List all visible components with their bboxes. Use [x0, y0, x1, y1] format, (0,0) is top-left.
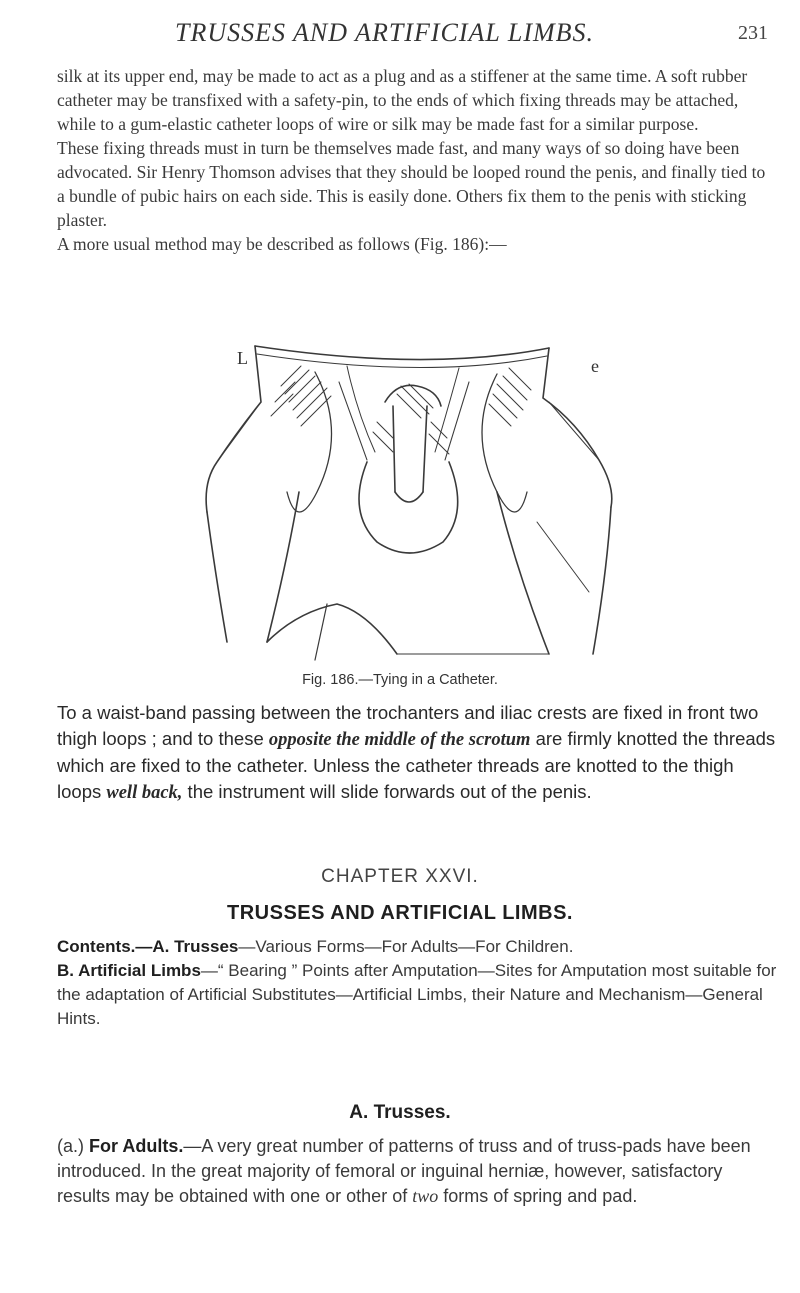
- figure-label-left: L: [237, 348, 248, 368]
- catheter-tying-drawing: [197, 342, 637, 664]
- contents-a-label: —A. Trusses: [135, 937, 239, 956]
- paragraph-after-figure: [57, 700, 777, 806]
- paragraph-4-emphasis-2: well back,: [106, 783, 183, 803]
- paragraph-1: silk at its upper end, may be made to act as a plug and as a stiffener at the same time. A soft rubber catheter may be transfixed with a safety-pin, to the ends of which fixing threads may be attached, while to a gum-elastic catheter loops of wire or silk may be made fast for a similar purpose.: [57, 66, 748, 134]
- contents-label: Contents.: [57, 937, 136, 956]
- section-body: [57, 1134, 777, 1209]
- paragraph-3: A more usual method may be described as follows (Fig. 186):—: [57, 234, 507, 254]
- figure-186-illustration: [197, 342, 637, 664]
- section-lead: For Adults.: [89, 1136, 184, 1156]
- section-emphasis: two: [412, 1186, 439, 1206]
- chapter-contents: [57, 935, 777, 1031]
- section-text-2: forms of spring and pad.: [438, 1186, 638, 1206]
- page-number: 231: [738, 22, 768, 44]
- figure-caption: Fig. 186.—Tying in a Catheter.: [302, 672, 498, 688]
- paragraph-4-part-3: the instrument will slide forwards out of the penis.: [182, 781, 592, 802]
- running-title: TRUSSES AND ARTIFICIAL LIMBS.: [175, 18, 595, 47]
- contents-b-label: B. Artificial Limbs: [57, 961, 201, 980]
- contents-b-text: —“ Bearing ” Points after Amputation—Sites for Amputation most suitable for the adaptation of Artificial Substitutes—Artificial Limbs, their Nature and Mechanism—General Hints.: [57, 961, 777, 1028]
- contents-a-text: —Various Forms—For Adults—For Children.: [238, 937, 574, 956]
- section-marker: (a.): [57, 1136, 84, 1156]
- paragraph-4-part-2: are firmly knotted the threads which are fixed to the catheter. Unless the catheter threads are knotted to the thigh loops: [57, 728, 776, 802]
- section-text-1: —A very great number of patterns of truss and of truss-pads have been introduced. In the great majority of femoral or inguinal herniæ, however, satisfactory results may be obtained with one or other of: [57, 1136, 751, 1206]
- paragraph-4-emphasis-1: opposite the middle of the scrotum: [268, 730, 531, 750]
- paragraph-4-part-1: To a waist-band passing between the trochanters and iliac crests are fixed in front two thigh loops ; and to these: [57, 702, 759, 749]
- chapter-number: CHAPTER XXVI.: [321, 866, 479, 887]
- paragraph-2: These fixing threads must in turn be themselves made fast, and many ways of so doing have been advocated. Sir Henry Thomson advises that they should be looped round the penis, and finally tied to a bundle of pubic hairs on each side. This is easily done. Others fix them to the penis with sticking plaster.: [57, 138, 766, 230]
- figure-label-right: e: [591, 356, 599, 376]
- section-heading: A. Trusses.: [349, 1102, 451, 1123]
- top-text-block: [57, 64, 777, 256]
- running-header: [0, 10, 800, 50]
- chapter-title: TRUSSES AND ARTIFICIAL LIMBS.: [227, 902, 573, 924]
